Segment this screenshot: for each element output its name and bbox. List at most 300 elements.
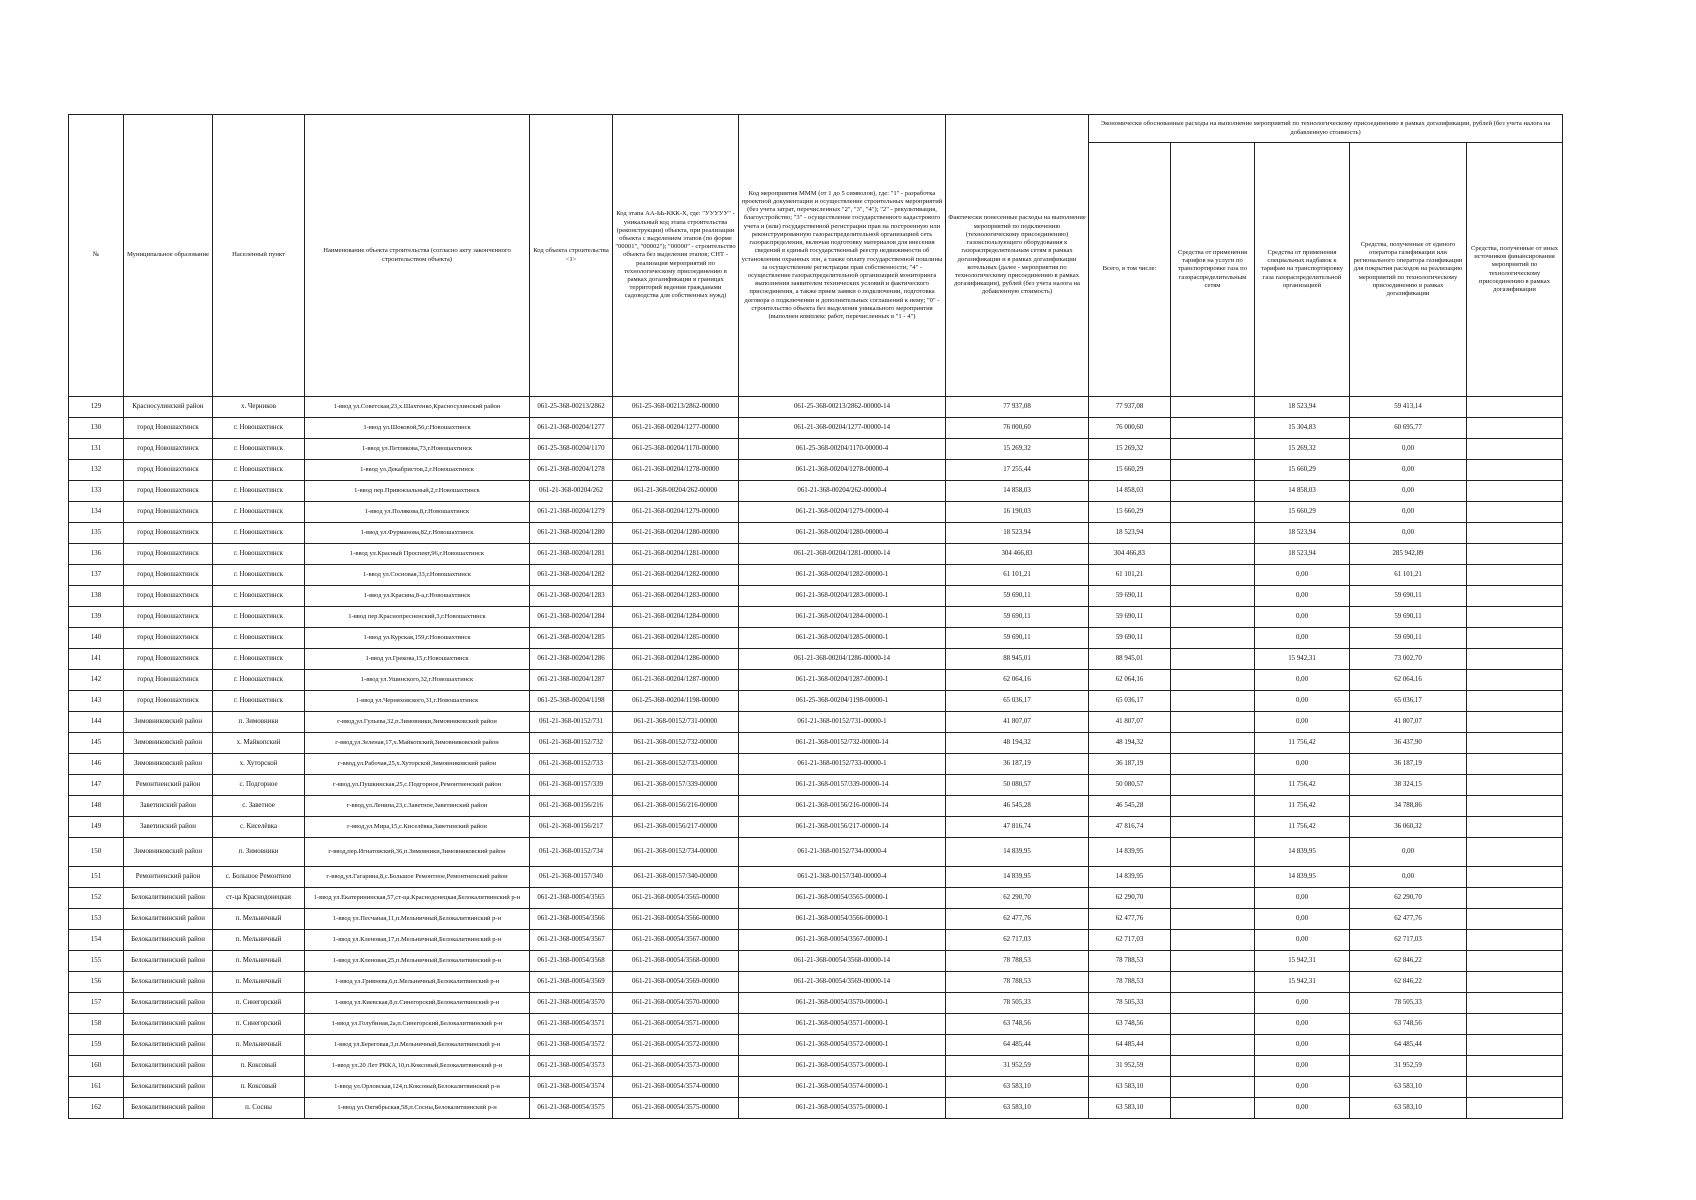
cell-other-sources: [1467, 670, 1563, 691]
cell-total: 78 788,53: [1089, 972, 1171, 993]
cell-tariff-services: [1171, 817, 1255, 838]
cell-settlement: г. Новошахтинск: [213, 691, 305, 712]
cell-actual-costs: 61 101,21: [946, 565, 1089, 586]
cell-operator-funds: 65 036,17: [1350, 691, 1467, 712]
cell-stage-code: 061-21-368-00204/1285-00000: [613, 628, 739, 649]
cell-event-code: 061-21-368-00054/3574-00000-1: [739, 1077, 946, 1098]
cell-stage-code: 061-21-368-00204/1284-00000: [613, 607, 739, 628]
cell-total: 14 839,95: [1089, 838, 1171, 867]
cell-actual-costs: 62 290,70: [946, 888, 1089, 909]
cell-object-code: 061-21-368-00054/3571: [530, 1014, 613, 1035]
cell-municipality: город Новошахтинск: [124, 460, 213, 481]
cell-operator-funds: 36 437,90: [1350, 733, 1467, 754]
cell-special-surcharges: 15 660,29: [1255, 502, 1350, 523]
cell-object-code: 061-21-368-00156/216: [530, 796, 613, 817]
cell-total: 59 690,11: [1089, 628, 1171, 649]
cell-actual-costs: 15 269,32: [946, 439, 1089, 460]
cell-object-name: 1-ввод пер.Краснопресненский,3,г.Новошахтинск: [305, 607, 530, 628]
cell-num: 142: [69, 670, 124, 691]
cell-municipality: город Новошахтинск: [124, 691, 213, 712]
cell-object-code: 061-21-368-00054/3566: [530, 909, 613, 930]
cell-total: 18 523,94: [1089, 523, 1171, 544]
cell-total: 50 080,57: [1089, 775, 1171, 796]
cell-total: 304 466,83: [1089, 544, 1171, 565]
cell-tariff-services: [1171, 1056, 1255, 1077]
cell-stage-code: 061-25-368-00213/2862-00000: [613, 397, 739, 418]
cell-stage-code: 061-21-368-00054/3569-00000: [613, 972, 739, 993]
cell-actual-costs: 63 748,56: [946, 1014, 1089, 1035]
cell-other-sources: [1467, 888, 1563, 909]
cell-municipality: город Новошахтинск: [124, 418, 213, 439]
cell-object-code: 061-21-368-00204/1282: [530, 565, 613, 586]
cell-municipality: город Новошахтинск: [124, 439, 213, 460]
cell-event-code: 061-21-368-00204/1286-00000-14: [739, 649, 946, 670]
cell-tariff-services: [1171, 502, 1255, 523]
table-row: [69, 930, 1563, 951]
cell-tariff-services: [1171, 481, 1255, 502]
cell-num: 161: [69, 1077, 124, 1098]
cell-settlement: п. Синегорский: [213, 1014, 305, 1035]
table-row: [69, 670, 1563, 691]
cell-num: 152: [69, 888, 124, 909]
cell-object-code: 061-21-368-00204/1280: [530, 523, 613, 544]
cell-operator-funds: 73 002,70: [1350, 649, 1467, 670]
cell-other-sources: [1467, 607, 1563, 628]
cell-special-surcharges: 15 942,31: [1255, 951, 1350, 972]
cell-stage-code: 061-21-368-00054/3570-00000: [613, 993, 739, 1014]
cell-object-name: 1-ввод ул.20 Лет РККА,10,п.Коксовый,Белокалитвинский р-н: [305, 1056, 530, 1077]
cell-total: 62 290,70: [1089, 888, 1171, 909]
cell-tariff-services: [1171, 670, 1255, 691]
cell-settlement: г. Новошахтинск: [213, 418, 305, 439]
header-special-surcharges: Средства от применения специальных надбавок к тарифам на транспортировку газа газораспределительной организацией: [1255, 143, 1350, 397]
cell-stage-code: 061-21-368-00156/216-00000: [613, 796, 739, 817]
cell-municipality: город Новошахтинск: [124, 481, 213, 502]
cell-stage-code: 061-21-368-00152/733-00000: [613, 754, 739, 775]
cell-other-sources: [1467, 397, 1563, 418]
cell-event-code: 061-21-368-00054/3573-00000-1: [739, 1056, 946, 1077]
cell-stage-code: 061-21-368-00204/1282-00000: [613, 565, 739, 586]
cell-object-code: 061-21-368-00152/734: [530, 838, 613, 867]
cell-other-sources: [1467, 1098, 1563, 1119]
cell-object-name: 1-ввод ул.Сосновая,33,г.Новошахтинск: [305, 565, 530, 586]
cell-object-name: г-ввод,ул.Пушкинская,25,с.Подгорное,Ремонтненский район: [305, 775, 530, 796]
header-event-code: Код мероприятия МММ (от 1 до 5 символов), где: "1" - разработка проектной документации и осуществление строительных мероприятий (без учета затрат, перечисленных "2", "3", "4"); "2" - рекультивация, благоустройство; "3" - осуществление государственного кадастрового учета и (или) государственной регистрации прав на построенную или реконструированную газораспределительной организацией сеть газораспределения, включая подготовку материалов для внесения сведений в единый государственный реестр недвижимости об установлении охранных зон, а также оплату государственной пошлины за осуществление регистрации прав собственности; "4" - осуществление газораспределительной организацией мониторинга выполнения заявителем технических условий и фактического присоединения, а также прием заявки о подключении, подготовка договора о подключении и дополнительных соглашений к нему; "0" - строительство объекта без выделения уникального мероприятия (выполнен комплекс работ, перечисленных в "1 - 4"): [739, 115, 946, 397]
cell-object-code: 061-21-368-00156/217: [530, 817, 613, 838]
cell-total: 14 858,03: [1089, 481, 1171, 502]
cell-object-code: 061-21-368-00157/340: [530, 867, 613, 888]
cell-object-name: г-ввод,ул.Мира,15,с.Киселёвка,Заветинский район: [305, 817, 530, 838]
cell-operator-funds: 59 690,11: [1350, 628, 1467, 649]
cell-settlement: г. Новошахтинск: [213, 460, 305, 481]
cell-settlement: с. Подгорное: [213, 775, 305, 796]
cell-tariff-services: [1171, 586, 1255, 607]
cell-stage-code: 061-21-368-00054/3568-00000: [613, 951, 739, 972]
cell-num: 162: [69, 1098, 124, 1119]
cell-object-name: 1-ввод ул.Красина,8-а,г.Новошахтинск: [305, 586, 530, 607]
cell-municipality: Белокалитвинский район: [124, 1098, 213, 1119]
cell-total: 78 788,53: [1089, 951, 1171, 972]
table-row: [69, 544, 1563, 565]
cell-object-name: 1-ввод ул.Береговая,3,п.Мельничный,Белокалитвинский р-н: [305, 1035, 530, 1056]
cell-municipality: город Новошахтинск: [124, 544, 213, 565]
cell-operator-funds: 62 846,22: [1350, 972, 1467, 993]
cell-operator-funds: 0,00: [1350, 439, 1467, 460]
cell-tariff-services: [1171, 909, 1255, 930]
table-row: [69, 649, 1563, 670]
cell-other-sources: [1467, 733, 1563, 754]
cell-settlement: г. Новошахтинск: [213, 502, 305, 523]
cell-stage-code: 061-21-368-00054/3571-00000: [613, 1014, 739, 1035]
cell-event-code: 061-21-368-00054/3565-00000-1: [739, 888, 946, 909]
cell-operator-funds: 62 717,03: [1350, 930, 1467, 951]
cell-stage-code: 061-21-368-00054/3567-00000: [613, 930, 739, 951]
cell-event-code: 061-21-368-00204/1285-00000-1: [739, 628, 946, 649]
header-stage-code: Код этапа АА-ЬЬ-ККК-Х, где: "УУУУУ" - уникальный код этапа строительства (реконструкции) объекта, при реализации объекта с выделением этапов (по форме "00001", "00002"); "00000" - строительство объекта без выделения этапов; СНТ - реализация мероприятий по технологическому присоединению в рамках догазификации в границах территорий ведения гражданами садоводства для собственных нужд): [613, 115, 739, 397]
cell-other-sources: [1467, 972, 1563, 993]
cell-object-name: 1-ввод ул.Ушинского,32,г.Новошахтинск: [305, 670, 530, 691]
cell-stage-code: 061-25-368-00204/1170-00000: [613, 439, 739, 460]
cell-actual-costs: 48 194,32: [946, 733, 1089, 754]
cell-tariff-services: [1171, 1077, 1255, 1098]
cell-municipality: Зимовниковский район: [124, 712, 213, 733]
cell-tariff-services: [1171, 712, 1255, 733]
cell-object-code: 061-21-368-00157/339: [530, 775, 613, 796]
cell-other-sources: [1467, 796, 1563, 817]
cell-settlement: п. Коксовый: [213, 1077, 305, 1098]
cell-stage-code: 061-21-368-00157/339-00000: [613, 775, 739, 796]
cell-event-code: 061-25-368-00204/1198-00000-1: [739, 691, 946, 712]
cell-num: 155: [69, 951, 124, 972]
cell-special-surcharges: 0,00: [1255, 1014, 1350, 1035]
cell-stage-code: 061-21-368-00204/1286-00000: [613, 649, 739, 670]
cell-object-name: 1-ввод ул.Черняховского,31,г.Новошахтинск: [305, 691, 530, 712]
cell-event-code: 061-21-368-00152/733-00000-1: [739, 754, 946, 775]
cell-tariff-services: [1171, 418, 1255, 439]
cell-actual-costs: 14 839,95: [946, 838, 1089, 867]
cell-tariff-services: [1171, 565, 1255, 586]
cell-municipality: Белокалитвинский район: [124, 1077, 213, 1098]
cell-settlement: г. Новошахтинск: [213, 628, 305, 649]
cell-object-code: 061-21-368-00204/1279: [530, 502, 613, 523]
cell-stage-code: 061-25-368-00204/1198-00000: [613, 691, 739, 712]
cell-event-code: 061-21-368-00204/1277-00000-14: [739, 418, 946, 439]
cell-settlement: г. Новошахтинск: [213, 481, 305, 502]
cell-event-code: 061-21-368-00157/340-00000-4: [739, 867, 946, 888]
cell-object-name: г-ввод,ул.Рабочая,25,х.Хуторской,Зимовниковский район: [305, 754, 530, 775]
cell-stage-code: 061-21-368-00054/3573-00000: [613, 1056, 739, 1077]
cell-other-sources: [1467, 867, 1563, 888]
cell-municipality: Зимовниковский район: [124, 733, 213, 754]
header-actual-costs: Фактически понесенные расходы на выполнение мероприятий по подключению (технологическому присоединению) газоиспользующего оборудования к газораспределительным сетям в рамках догазификации и в рамках догазификации котельных (далее - мероприятия по технологическому присоединению в рамках догазификации), рублей (без учета налога на добавленную стоимость): [946, 115, 1089, 397]
cell-object-name: г-ввод,ул.Ленина,23,с.Заветное,Заветинский район: [305, 796, 530, 817]
cell-object-name: 1-ввод ул.Орловская,124,п.Коксовый,Белокалитвинский р-н: [305, 1077, 530, 1098]
cell-object-name: 1-ввод ул.Фурманова,82,г.Новошахтинск: [305, 523, 530, 544]
cell-special-surcharges: 11 756,42: [1255, 733, 1350, 754]
cell-object-name: 1-ввод ул.Кленовая,17,п.Мельничный,Белокалитвинский р-н: [305, 930, 530, 951]
cell-other-sources: [1467, 1035, 1563, 1056]
cell-object-code: 061-25-368-00213/2862: [530, 397, 613, 418]
cell-actual-costs: 47 816,74: [946, 817, 1089, 838]
cell-total: 65 036,17: [1089, 691, 1171, 712]
cell-object-name: г-ввод,ул.Гагарина,8,с.Большое Ремонтное,Ремонтненский район: [305, 867, 530, 888]
cell-stage-code: 061-21-368-00152/731-00000: [613, 712, 739, 733]
cell-other-sources: [1467, 993, 1563, 1014]
cell-other-sources: [1467, 1014, 1563, 1035]
header-other-sources: Средства, полученные от иных источников финансирования мероприятий по технологическому присоединению в рамках догазификации: [1467, 143, 1563, 397]
table-row: [69, 502, 1563, 523]
cell-total: 77 937,08: [1089, 397, 1171, 418]
cell-event-code: 061-21-368-00204/1283-00000-1: [739, 586, 946, 607]
header-object-name: Наименование объекта строительства (согласно акту законченного строительством объекта): [305, 115, 530, 397]
cell-settlement: г. Новошахтинск: [213, 565, 305, 586]
cell-event-code: 061-21-368-00156/217-00000-14: [739, 817, 946, 838]
cell-total: 76 000,60: [1089, 418, 1171, 439]
cell-object-name: 1-ввод ул.Голубиная,2а,п.Синегорский,Белокалитвинский р-н: [305, 1014, 530, 1035]
cell-other-sources: [1467, 691, 1563, 712]
cell-actual-costs: 31 952,59: [946, 1056, 1089, 1077]
cell-num: 153: [69, 909, 124, 930]
header-object-code: Код объекта строительства <1>: [530, 115, 613, 397]
cell-operator-funds: 36 187,19: [1350, 754, 1467, 775]
cell-special-surcharges: 0,00: [1255, 565, 1350, 586]
cell-tariff-services: [1171, 775, 1255, 796]
cell-actual-costs: 14 839,95: [946, 867, 1089, 888]
cell-municipality: Красносулинский район: [124, 397, 213, 418]
cell-other-sources: [1467, 930, 1563, 951]
cell-event-code: 061-21-368-00152/734-00000-4: [739, 838, 946, 867]
cell-settlement: г. Новошахтинск: [213, 523, 305, 544]
cell-stage-code: 061-21-368-00054/3566-00000: [613, 909, 739, 930]
cell-total: 14 839,95: [1089, 867, 1171, 888]
cell-object-name: 1-ввод ул.Курская,159,г.Новошахтинск: [305, 628, 530, 649]
table-row: [69, 1035, 1563, 1056]
cell-special-surcharges: 18 523,94: [1255, 544, 1350, 565]
cell-operator-funds: 31 952,59: [1350, 1056, 1467, 1077]
table-row: [69, 951, 1563, 972]
cell-actual-costs: 63 583,10: [946, 1077, 1089, 1098]
cell-other-sources: [1467, 754, 1563, 775]
cell-stage-code: 061-21-368-00156/217-00000: [613, 817, 739, 838]
cell-special-surcharges: 0,00: [1255, 888, 1350, 909]
cell-event-code: 061-21-368-00054/3570-00000-1: [739, 993, 946, 1014]
cell-operator-funds: 0,00: [1350, 502, 1467, 523]
table-row: [69, 1098, 1563, 1119]
cell-other-sources: [1467, 909, 1563, 930]
table-row: [69, 712, 1563, 733]
cell-object-name: 1-ввод ул.Шоковой,56,г.Новошахтинск: [305, 418, 530, 439]
cell-special-surcharges: 0,00: [1255, 586, 1350, 607]
cell-total: 41 807,07: [1089, 712, 1171, 733]
cell-event-code: 061-21-368-00204/262-00000-4: [739, 481, 946, 502]
cell-tariff-services: [1171, 1098, 1255, 1119]
cell-actual-costs: 46 545,28: [946, 796, 1089, 817]
cell-num: 151: [69, 867, 124, 888]
cell-tariff-services: [1171, 1035, 1255, 1056]
cell-other-sources: [1467, 418, 1563, 439]
cell-object-name: 1-ввод ул.Кленовая,25,п.Мельничный,Белокалитвинский р-н: [305, 951, 530, 972]
cell-special-surcharges: 0,00: [1255, 670, 1350, 691]
header-num: №: [69, 115, 124, 397]
cell-total: 62 717,03: [1089, 930, 1171, 951]
cell-special-surcharges: 0,00: [1255, 1077, 1350, 1098]
table-row: [69, 867, 1563, 888]
cell-municipality: Белокалитвинский район: [124, 1014, 213, 1035]
cell-special-surcharges: 0,00: [1255, 754, 1350, 775]
cell-tariff-services: [1171, 733, 1255, 754]
cell-special-surcharges: 14 839,95: [1255, 838, 1350, 867]
cell-object-name: г-ввод,ул.Гульева,32,п.Зимовники,Зимовниковский район: [305, 712, 530, 733]
cell-special-surcharges: 0,00: [1255, 993, 1350, 1014]
cell-total: 63 583,10: [1089, 1077, 1171, 1098]
cell-event-code: 061-21-368-00204/1280-00000-4: [739, 523, 946, 544]
cell-object-code: 061-21-368-00204/262: [530, 481, 613, 502]
cell-num: 145: [69, 733, 124, 754]
cell-tariff-services: [1171, 838, 1255, 867]
cell-other-sources: [1467, 544, 1563, 565]
table-body: [69, 397, 1563, 1119]
table-row: [69, 607, 1563, 628]
cell-municipality: город Новошахтинск: [124, 607, 213, 628]
table-row: [69, 972, 1563, 993]
cell-tariff-services: [1171, 972, 1255, 993]
cell-settlement: г. Новошахтинск: [213, 607, 305, 628]
cell-special-surcharges: 0,00: [1255, 930, 1350, 951]
cell-special-surcharges: 11 756,42: [1255, 796, 1350, 817]
cell-municipality: город Новошахтинск: [124, 670, 213, 691]
header-total: Всего, в том числе:: [1089, 143, 1171, 397]
cell-operator-funds: 0,00: [1350, 867, 1467, 888]
cell-num: 143: [69, 691, 124, 712]
cell-num: 140: [69, 628, 124, 649]
cell-other-sources: [1467, 523, 1563, 544]
cell-object-name: 1-ввод ул.Киевская,8,п.Синегорский,Белокалитвинский р-н: [305, 993, 530, 1014]
cell-tariff-services: [1171, 867, 1255, 888]
cell-total: 15 660,29: [1089, 460, 1171, 481]
cell-num: 147: [69, 775, 124, 796]
cell-num: 141: [69, 649, 124, 670]
cell-object-code: 061-21-368-00054/3568: [530, 951, 613, 972]
cell-object-code: 061-21-368-00204/1286: [530, 649, 613, 670]
document-sheet: [68, 114, 1562, 1119]
cell-num: 138: [69, 586, 124, 607]
cell-total: 15 269,32: [1089, 439, 1171, 460]
cell-event-code: 061-21-368-00204/1279-00000-4: [739, 502, 946, 523]
cell-settlement: с. Большое Ремонтное: [213, 867, 305, 888]
cell-num: 131: [69, 439, 124, 460]
cell-actual-costs: 17 255,44: [946, 460, 1089, 481]
cell-actual-costs: 62 717,03: [946, 930, 1089, 951]
cell-object-code: 061-21-368-00204/1283: [530, 586, 613, 607]
cell-actual-costs: 16 190,03: [946, 502, 1089, 523]
cell-special-surcharges: 15 942,31: [1255, 972, 1350, 993]
cell-actual-costs: 36 187,19: [946, 754, 1089, 775]
cell-total: 46 545,28: [1089, 796, 1171, 817]
cell-object-code: 061-21-368-00054/3569: [530, 972, 613, 993]
cell-total: 59 690,11: [1089, 586, 1171, 607]
table-row: [69, 565, 1563, 586]
cell-object-name: 1-ввод ул.Полякова,8,г.Новошахтинск: [305, 502, 530, 523]
cell-municipality: Ремонтненский район: [124, 867, 213, 888]
cell-special-surcharges: 0,00: [1255, 1056, 1350, 1077]
cell-settlement: с. Киселёвка: [213, 817, 305, 838]
cell-num: 139: [69, 607, 124, 628]
cell-num: 157: [69, 993, 124, 1014]
dogasification-costs-table: [68, 114, 1563, 1119]
cell-tariff-services: [1171, 523, 1255, 544]
table-header: [69, 115, 1563, 397]
cell-actual-costs: 14 858,03: [946, 481, 1089, 502]
cell-special-surcharges: 14 858,03: [1255, 481, 1350, 502]
header-tariff-services: Средства от применения тарифов на услуги по транспортировке газа по газораспределительным сетям: [1171, 143, 1255, 397]
cell-operator-funds: 63 583,10: [1350, 1077, 1467, 1098]
cell-event-code: 061-21-368-00054/3567-00000-1: [739, 930, 946, 951]
header-municipality: Муниципальное образование: [124, 115, 213, 397]
cell-num: 144: [69, 712, 124, 733]
cell-event-code: 061-21-368-00054/3571-00000-1: [739, 1014, 946, 1035]
cell-actual-costs: 59 690,11: [946, 586, 1089, 607]
table-row: [69, 909, 1563, 930]
cell-object-code: 061-21-368-00054/3574: [530, 1077, 613, 1098]
cell-tariff-services: [1171, 607, 1255, 628]
cell-event-code: 061-21-368-00152/731-00000-1: [739, 712, 946, 733]
table-row: [69, 418, 1563, 439]
cell-municipality: Ремонтненский район: [124, 775, 213, 796]
cell-tariff-services: [1171, 1014, 1255, 1035]
cell-num: 137: [69, 565, 124, 586]
cell-total: 62 477,76: [1089, 909, 1171, 930]
table-row: [69, 838, 1563, 867]
cell-special-surcharges: 18 523,94: [1255, 523, 1350, 544]
cell-object-code: 061-21-368-00204/1285: [530, 628, 613, 649]
cell-object-name: 1-ввод ул.Екатерининская,57,ст-ца.Краснодонецкая,Белокалитвинский р-н: [305, 888, 530, 909]
cell-event-code: 061-21-368-00204/1284-00000-1: [739, 607, 946, 628]
cell-tariff-services: [1171, 796, 1255, 817]
cell-settlement: п. Мельничный: [213, 972, 305, 993]
cell-tariff-services: [1171, 628, 1255, 649]
cell-municipality: Белокалитвинский район: [124, 1056, 213, 1077]
cell-operator-funds: 59 690,11: [1350, 586, 1467, 607]
cell-event-code: 061-21-368-00204/1278-00000-4: [739, 460, 946, 481]
cell-tariff-services: [1171, 888, 1255, 909]
cell-operator-funds: 61 101,21: [1350, 565, 1467, 586]
cell-event-code: 061-25-368-00204/1170-00000-4: [739, 439, 946, 460]
cell-special-surcharges: 14 839,95: [1255, 867, 1350, 888]
cell-tariff-services: [1171, 544, 1255, 565]
cell-actual-costs: 18 523,94: [946, 523, 1089, 544]
cell-operator-funds: 62 846,22: [1350, 951, 1467, 972]
cell-object-code: 061-21-368-00204/1287: [530, 670, 613, 691]
table-row: [69, 439, 1563, 460]
cell-operator-funds: 285 942,89: [1350, 544, 1467, 565]
header-operator-funds: Средства, полученные от единого оператора газификации или регионального оператора газификации для покрытия расходов на реализацию мероприятий по технологическому присоединению в рамках догазификации: [1350, 143, 1467, 397]
cell-other-sources: [1467, 817, 1563, 838]
cell-stage-code: 061-21-368-00204/1280-00000: [613, 523, 739, 544]
cell-object-code: 061-21-368-00152/733: [530, 754, 613, 775]
cell-actual-costs: 59 690,11: [946, 607, 1089, 628]
cell-settlement: п. Мельничный: [213, 1035, 305, 1056]
cell-municipality: Зимовниковский район: [124, 838, 213, 867]
cell-num: 133: [69, 481, 124, 502]
cell-num: 132: [69, 460, 124, 481]
cell-tariff-services: [1171, 439, 1255, 460]
cell-total: 48 194,32: [1089, 733, 1171, 754]
table-row: [69, 586, 1563, 607]
cell-operator-funds: 78 505,33: [1350, 993, 1467, 1014]
cell-actual-costs: 78 788,53: [946, 951, 1089, 972]
cell-event-code: 061-21-368-00054/3568-00000-14: [739, 951, 946, 972]
cell-tariff-services: [1171, 397, 1255, 418]
